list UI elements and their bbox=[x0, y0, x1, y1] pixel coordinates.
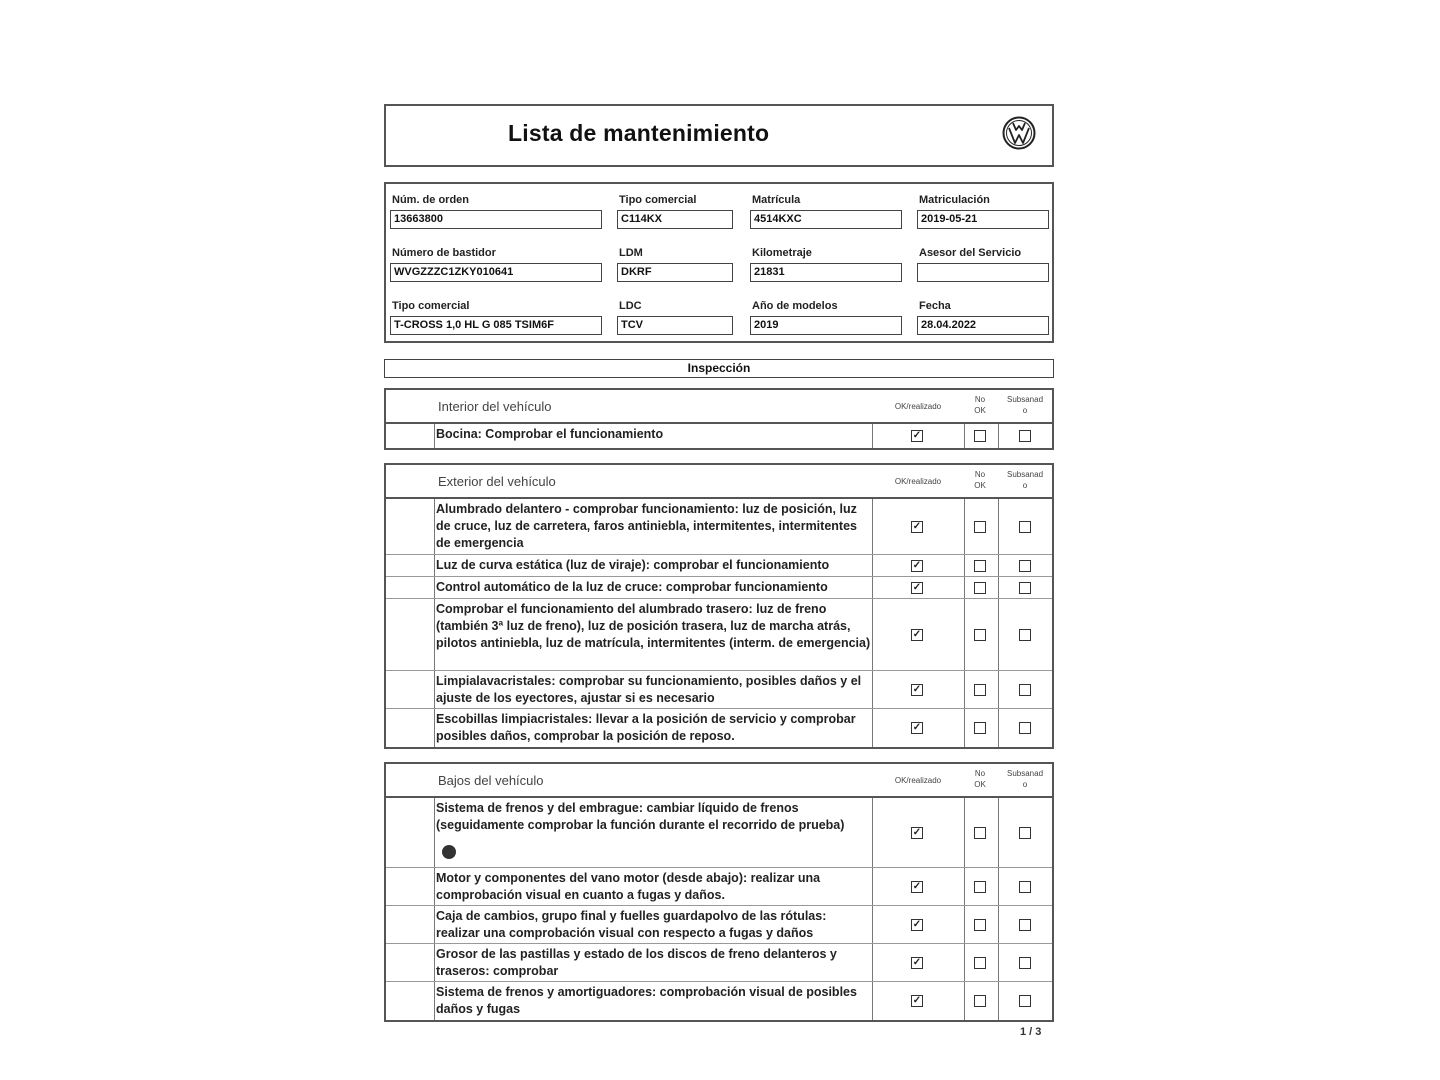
subsanado-checkbox[interactable] bbox=[1019, 560, 1031, 572]
ok-checkbox[interactable]: ✓ bbox=[912, 919, 922, 930]
col-nok-line2: OK bbox=[974, 780, 986, 789]
column-divider bbox=[964, 906, 965, 943]
checklist-row bbox=[386, 599, 1052, 671]
checklist-row bbox=[386, 671, 1052, 709]
column-divider bbox=[434, 868, 435, 905]
tipo-comercial-2-field: T-CROSS 1,0 HL G 085 TSIM6F bbox=[390, 316, 602, 335]
column-divider bbox=[964, 599, 965, 670]
column-divider bbox=[434, 671, 435, 708]
col-nok-line2: OK bbox=[974, 406, 986, 415]
col-sub-line2: o bbox=[1022, 780, 1028, 789]
column-divider bbox=[872, 982, 873, 1020]
checklist-row bbox=[386, 577, 1052, 599]
checklist-item-text: Sistema de frenos y amortiguadores: comprobación visual de posibles daños y fugas bbox=[436, 985, 857, 1016]
column-divider bbox=[872, 499, 873, 554]
subsanado-checkbox[interactable] bbox=[1019, 722, 1031, 734]
checklist-item-text: Comprobar el funcionamiento del alumbrado trasero: luz de freno (también 3ª luz de freno), luz de posición trasera, luz de marcha atrás, pilotos antiniebla, luz de matrícula, intermitentes (interm. de emergencia) bbox=[436, 602, 871, 650]
col-nok-header bbox=[964, 394, 996, 416]
column-divider bbox=[964, 555, 965, 576]
column-divider bbox=[964, 424, 965, 448]
ok-checkbox[interactable]: ✓ bbox=[912, 430, 922, 441]
section-2 bbox=[384, 762, 1054, 1022]
col-nok-line1: No bbox=[974, 470, 986, 479]
col-nok-line1: No bbox=[974, 395, 986, 404]
col-sub-line2: o bbox=[1022, 406, 1028, 415]
tipo-comercial-label: Tipo comercial bbox=[619, 194, 697, 206]
section-title: Exterior del vehículo bbox=[438, 474, 556, 489]
ok-checkbox[interactable]: ✓ bbox=[912, 560, 922, 571]
nok-checkbox[interactable] bbox=[974, 430, 986, 442]
col-nok-header bbox=[964, 768, 996, 790]
vw-logo-icon bbox=[1002, 116, 1036, 150]
section-title: Interior del vehículo bbox=[438, 399, 552, 414]
checklist-item-text: Grosor de las pastillas y estado de los discos de freno delanteros y traseros: comprobar bbox=[436, 947, 837, 978]
checklist-item-text: Luz de curva estática (luz de viraje): comprobar el funcionamiento bbox=[436, 558, 830, 572]
column-divider bbox=[998, 982, 999, 1020]
ok-checkbox[interactable]: ✓ bbox=[912, 582, 922, 593]
nok-checkbox[interactable] bbox=[974, 995, 986, 1007]
checklist-row bbox=[386, 798, 1052, 868]
checklist-row bbox=[386, 868, 1052, 906]
section-1 bbox=[384, 463, 1054, 749]
nok-checkbox[interactable] bbox=[974, 521, 986, 533]
column-divider bbox=[998, 906, 999, 943]
checklist-row bbox=[386, 944, 1052, 982]
checklist-row bbox=[386, 555, 1052, 577]
column-divider bbox=[998, 577, 999, 598]
column-divider bbox=[434, 944, 435, 981]
column-divider bbox=[964, 577, 965, 598]
checklist-row bbox=[386, 906, 1052, 944]
column-divider bbox=[964, 709, 965, 747]
column-divider bbox=[998, 555, 999, 576]
checklist-row bbox=[386, 424, 1052, 448]
column-divider bbox=[964, 982, 965, 1020]
column-divider bbox=[434, 798, 435, 867]
matriculacion-field: 2019-05-21 bbox=[917, 210, 1049, 229]
ok-checkbox[interactable]: ✓ bbox=[912, 881, 922, 892]
checklist-item-text: Limpialavacristales: comprobar su funcionamiento, posibles daños y el ajuste de los eyectores, ajustar si es necesario bbox=[436, 674, 862, 705]
asesor-label: Asesor del Servicio bbox=[919, 247, 1022, 259]
ok-checkbox[interactable]: ✓ bbox=[912, 827, 922, 838]
column-divider bbox=[998, 944, 999, 981]
column-divider bbox=[434, 709, 435, 747]
checklist-item-text: Sistema de frenos y del embrague: cambiar líquido de frenos (seguidamente comprobar la función durante el recorrido de prueba) bbox=[436, 801, 845, 832]
column-divider bbox=[434, 906, 435, 943]
column-divider bbox=[872, 868, 873, 905]
column-divider bbox=[434, 577, 435, 598]
kilometraje-field: 21831 bbox=[750, 263, 902, 282]
checklist-item-text: Motor y componentes del vano motor (desde abajo): realizar una comprobación visual en cuanto a fugas y daños. bbox=[436, 871, 821, 902]
column-divider bbox=[998, 798, 999, 867]
column-divider bbox=[998, 599, 999, 670]
kilometraje-label: Kilometraje bbox=[752, 247, 812, 259]
document-title: Lista de mantenimiento bbox=[508, 120, 770, 146]
ok-checkbox[interactable]: ✓ bbox=[912, 684, 922, 695]
ok-checkbox[interactable]: ✓ bbox=[912, 957, 922, 968]
fecha-field: 28.04.2022 bbox=[917, 316, 1049, 335]
anio-modelos-field: 2019 bbox=[750, 316, 902, 335]
column-divider bbox=[998, 868, 999, 905]
tipo-comercial-field: C114KX bbox=[617, 210, 733, 229]
subsanado-checkbox[interactable] bbox=[1019, 521, 1031, 533]
section-header bbox=[386, 764, 1052, 798]
col-sub-line1: Subsanad bbox=[1006, 470, 1044, 479]
orden-field: 13663800 bbox=[390, 210, 602, 229]
nok-checkbox[interactable] bbox=[974, 827, 986, 839]
document-header bbox=[384, 104, 1054, 167]
section-header bbox=[386, 465, 1052, 499]
matricula-label: Matrícula bbox=[752, 194, 801, 206]
column-divider bbox=[964, 944, 965, 981]
subsanado-checkbox[interactable] bbox=[1019, 827, 1031, 839]
column-divider bbox=[964, 671, 965, 708]
column-divider bbox=[872, 424, 873, 448]
column-divider bbox=[434, 599, 435, 670]
col-sub-line1: Subsanad bbox=[1006, 769, 1044, 778]
nok-checkbox[interactable] bbox=[974, 582, 986, 594]
ok-checkbox[interactable]: ✓ bbox=[912, 521, 922, 532]
column-divider bbox=[964, 798, 965, 867]
subsanado-checkbox[interactable] bbox=[1019, 919, 1031, 931]
col-nok-line1: No bbox=[974, 769, 986, 778]
column-divider bbox=[872, 944, 873, 981]
col-ok-header: OK/realizado bbox=[894, 402, 942, 411]
column-divider bbox=[872, 671, 873, 708]
section-0 bbox=[384, 388, 1054, 450]
subsanado-checkbox[interactable] bbox=[1019, 881, 1031, 893]
col-nok-header bbox=[964, 469, 996, 491]
subsanado-checkbox[interactable] bbox=[1019, 957, 1031, 969]
ldm-label: LDM bbox=[619, 247, 643, 259]
subsanado-checkbox[interactable] bbox=[1019, 582, 1031, 594]
column-divider bbox=[964, 499, 965, 554]
column-divider bbox=[872, 555, 873, 576]
ok-checkbox[interactable]: ✓ bbox=[912, 722, 922, 733]
ldc-field: TCV bbox=[617, 316, 733, 335]
column-divider bbox=[998, 424, 999, 448]
checklist-item-text: Caja de cambios, grupo final y fuelles guardapolvo de las rótulas: realizar una comprobación visual con respecto a fugas y daños bbox=[436, 909, 827, 940]
matriculacion-label: Matriculación bbox=[919, 194, 990, 206]
vehicle-info-panel bbox=[384, 182, 1054, 343]
ok-checkbox[interactable]: ✓ bbox=[912, 995, 922, 1006]
column-divider bbox=[434, 555, 435, 576]
ldm-field: DKRF bbox=[617, 263, 733, 282]
column-divider bbox=[434, 499, 435, 554]
column-divider bbox=[434, 424, 435, 448]
column-divider bbox=[872, 906, 873, 943]
checklist-item-text: Alumbrado delantero - comprobar funcionamiento: luz de posición, luz de cruce, luz de carretera, faros antiniebla, intermitentes, intermitentes de emergencia bbox=[436, 502, 857, 550]
column-divider bbox=[998, 499, 999, 554]
nok-checkbox[interactable] bbox=[974, 560, 986, 572]
inspection-title: Inspección bbox=[384, 359, 1054, 378]
subsanado-checkbox[interactable] bbox=[1019, 684, 1031, 696]
ldc-label: LDC bbox=[619, 300, 642, 312]
column-divider bbox=[434, 982, 435, 1020]
subsanado-checkbox[interactable] bbox=[1019, 995, 1031, 1007]
subsanado-checkbox[interactable] bbox=[1019, 629, 1031, 641]
matricula-field: 4514KXC bbox=[750, 210, 902, 229]
bastidor-field: WVGZZZC1ZKY010641 bbox=[390, 263, 602, 282]
col-ok-header: OK/realizado bbox=[894, 477, 942, 486]
anio-modelos-label: Año de modelos bbox=[752, 300, 838, 312]
column-divider bbox=[872, 577, 873, 598]
section-title: Bajos del vehículo bbox=[438, 773, 544, 788]
checklist-row bbox=[386, 709, 1052, 747]
page-number: 1 / 3 bbox=[1020, 1026, 1042, 1038]
nok-checkbox[interactable] bbox=[974, 684, 986, 696]
column-divider bbox=[998, 709, 999, 747]
column-divider bbox=[964, 868, 965, 905]
fecha-label: Fecha bbox=[919, 300, 951, 312]
col-sub-header bbox=[998, 469, 1052, 491]
checklist-item-text: Escobillas limpiacristales: llevar a la posición de servicio y comprobar posibles daños, comprobar la posición de reposo. bbox=[436, 712, 856, 743]
col-ok-header: OK/realizado bbox=[894, 776, 942, 785]
ok-checkbox[interactable]: ✓ bbox=[912, 629, 922, 640]
tipo-comercial-2-label: Tipo comercial bbox=[392, 300, 470, 312]
col-sub-line1: Subsanad bbox=[1006, 395, 1044, 404]
checklist-item-text: Bocina: Comprobar el funcionamiento bbox=[436, 427, 664, 441]
column-divider bbox=[872, 709, 873, 747]
bastidor-label: Número de bastidor bbox=[392, 247, 496, 259]
section-header bbox=[386, 390, 1052, 424]
nok-checkbox[interactable] bbox=[974, 629, 986, 641]
checklist-row bbox=[386, 982, 1052, 1020]
orden-label: Núm. de orden bbox=[392, 194, 470, 206]
column-divider bbox=[872, 599, 873, 670]
col-nok-line2: OK bbox=[974, 481, 986, 490]
nok-checkbox[interactable] bbox=[974, 919, 986, 931]
col-sub-header bbox=[998, 768, 1052, 790]
col-sub-header bbox=[998, 394, 1052, 416]
nok-checkbox[interactable] bbox=[974, 722, 986, 734]
col-sub-line2: o bbox=[1022, 481, 1028, 490]
subsanado-checkbox[interactable] bbox=[1019, 430, 1031, 442]
checklist-item-text: Control automático de la luz de cruce: comprobar funcionamiento bbox=[436, 580, 828, 594]
asesor-field bbox=[917, 263, 1049, 282]
bullet-dot-icon bbox=[442, 845, 456, 859]
nok-checkbox[interactable] bbox=[974, 881, 986, 893]
checklist-row bbox=[386, 499, 1052, 555]
nok-checkbox[interactable] bbox=[974, 957, 986, 969]
column-divider bbox=[872, 798, 873, 867]
column-divider bbox=[998, 671, 999, 708]
